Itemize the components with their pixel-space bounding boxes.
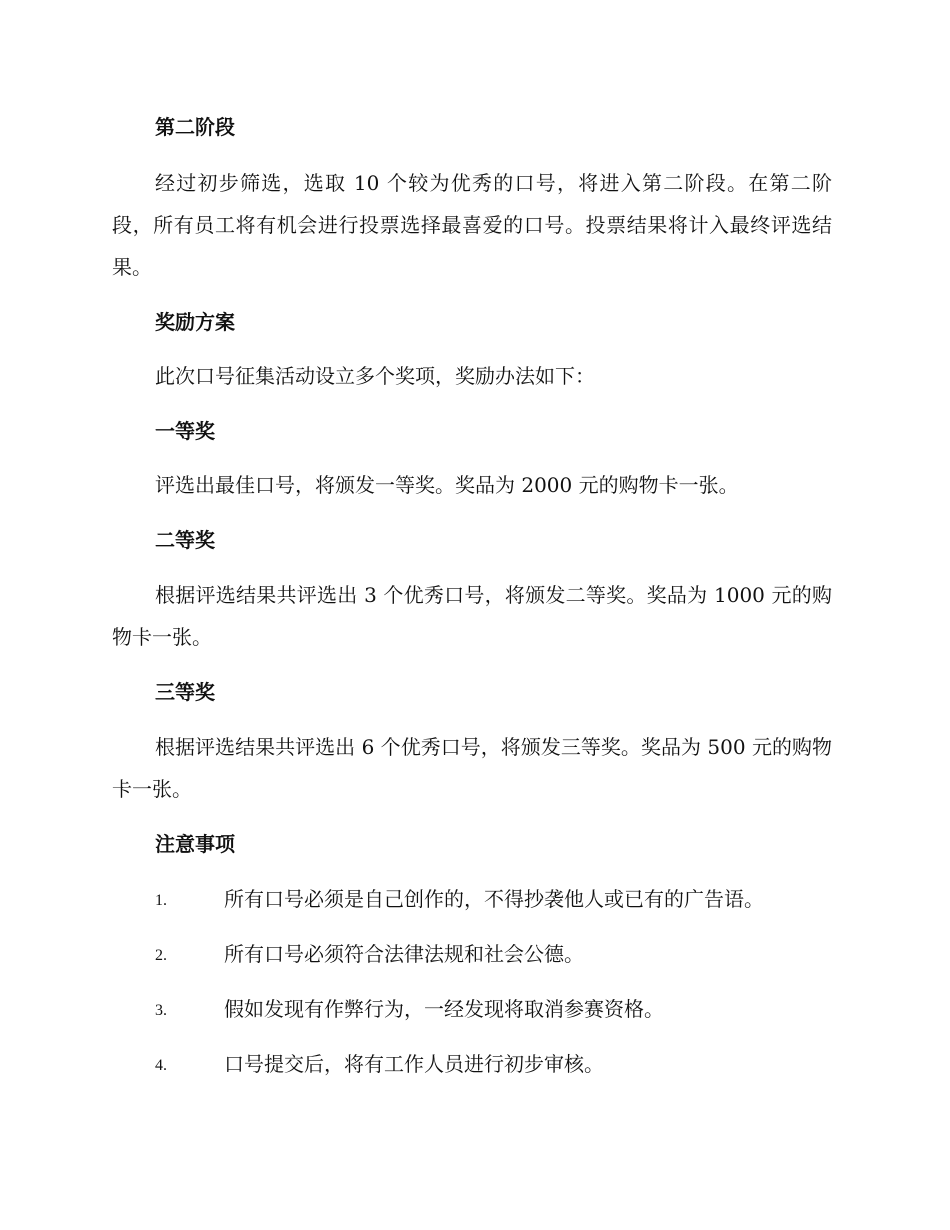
- second-prize-paragraph: 根据评选结果共评选出 3 个优秀口号，将颁发二等奖。奖品为 1000 元的购物卡一张。: [112, 583, 832, 649]
- first-prize-heading: 一等奖: [155, 419, 215, 443]
- list-item-text: 口号提交后，将有工作人员进行初步审核。: [224, 1052, 604, 1076]
- list-item-number: 2.: [155, 947, 167, 964]
- list-item-number: 3.: [155, 1002, 167, 1019]
- list-item-number: 1.: [155, 892, 167, 909]
- list-item-text: 假如发现有作弊行为，一经发现将取消参赛资格。: [224, 997, 664, 1021]
- notes-list-item: [155, 940, 855, 968]
- notes-heading: 注意事项: [155, 832, 235, 856]
- rewards-heading: 奖励方案: [155, 310, 235, 334]
- third-prize-paragraph: 根据评选结果共评选出 6 个优秀口号，将颁发三等奖。奖品为 500 元的购物卡一张。: [112, 735, 832, 801]
- stage2-paragraph: 经过初步筛选，选取 10 个较为优秀的口号，将进入第二阶段。在第二阶段，所有员工将有机会进行投票选择最喜爱的口号。投票结果将计入最终评选结果。: [112, 171, 832, 279]
- list-item-text: 所有口号必须符合法律法规和社会公德。: [224, 942, 584, 966]
- notes-list-item: [155, 995, 855, 1023]
- list-item-number: 4.: [155, 1057, 167, 1074]
- list-item-text: 所有口号必须是自己创作的，不得抄袭他人或已有的广告语。: [224, 887, 764, 911]
- stage2-heading: 第二阶段: [155, 115, 235, 139]
- third-prize-heading: 三等奖: [155, 680, 215, 704]
- notes-list-item: [155, 885, 855, 913]
- second-prize-heading: 二等奖: [155, 528, 215, 552]
- first-prize-paragraph: 评选出最佳口号，将颁发一等奖。奖品为 2000 元的购物卡一张。: [155, 473, 739, 497]
- notes-list-item: [155, 1050, 855, 1078]
- rewards-intro: 此次口号征集活动设立多个奖项，奖励办法如下：: [155, 364, 595, 388]
